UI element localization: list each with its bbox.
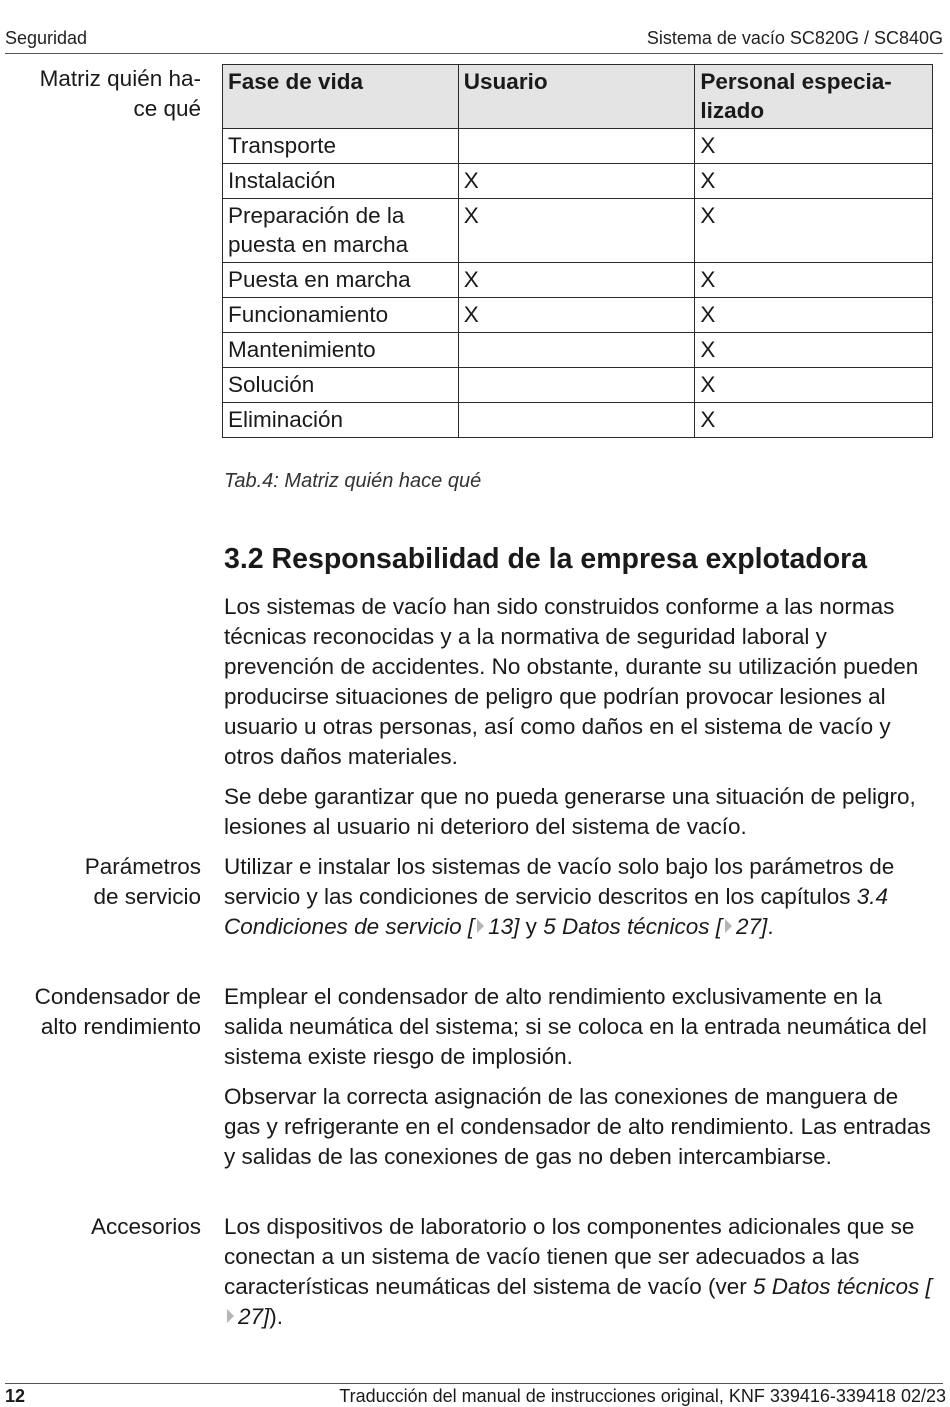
table-cell: X (458, 164, 695, 199)
page-reference-arrow-icon (477, 919, 484, 933)
margin-label-matrix: Matriz quién ha- ce qué (39, 66, 201, 121)
footer-divider (5, 1383, 943, 1384)
cross-reference-link[interactable]: 5 Datos técnicos [27] (224, 1274, 932, 1329)
header-section-name: Seguridad (5, 28, 88, 48)
paragraph-operating-parameters: Utilizar e instalar los sistemas de vacío solo bajo los parámetros de servicio y las condiciones de servicio descritos en los capítulos 3.4 Condiciones de servicio [ 13] y 5 Datos técnicos [ 27]. (224, 854, 895, 939)
table-cell: Mantenimiento (223, 333, 459, 368)
table-caption: Tab.4: Matriz quién hace qué (224, 470, 482, 492)
table-cell (458, 403, 695, 438)
table-row (223, 403, 933, 438)
margin-label-condenser: Condensador de alto rendimiento (34, 984, 201, 1039)
table-cell: X (695, 368, 933, 403)
cross-reference-link[interactable]: 5 Datos técnicos [ 27] (543, 914, 768, 939)
table-cell: X (695, 263, 933, 298)
table-cell: X (458, 298, 695, 333)
table-header-row (223, 65, 933, 129)
header-document-title: Sistema de vacío SC820G / SC840G (646, 28, 943, 48)
table-row (223, 368, 933, 403)
table-cell: X (458, 199, 695, 263)
table-row (223, 298, 933, 333)
page-reference-arrow-icon (227, 1309, 234, 1323)
header-user: Usuario (458, 65, 695, 129)
table-cell: Funcionamiento (223, 298, 459, 333)
margin-label-accessories: Accesorios (90, 1214, 201, 1239)
paragraph-intro: Los sistemas de vacío han sido construidos conforme a las normas técnicas reconocidas y a la normativa de seguridad laboral y prevención de accidentes. No obstante, durante su utilización pueden producirse situaciones de peligro que podrían provocar lesiones al usuario u otras personas, así como daños en el sistema de vacío y otros daños materiales. (224, 594, 919, 769)
header-divider (5, 53, 943, 54)
table-row (223, 333, 933, 368)
table-cell: X (695, 129, 933, 164)
paragraph-condenser-connections: Observar la correcta asignación de las conexiones de manguera de gas y refrigerante en el condensador de alto rendimiento. Las entradas y salidas de las conexiones de gas no deben intercambiarse. (224, 1084, 931, 1169)
cross-reference-link[interactable]: 3.4 Condiciones de servicio [ 13] (224, 884, 889, 939)
table-cell: X (695, 298, 933, 333)
paragraph-guarantee: Se debe garantizar que no pueda generarse una situación de peligro, lesiones al usuario ni deterioro del sistema de vacío. (224, 784, 916, 839)
paragraph-accessories: Los dispositivos de laboratorio o los componentes adicionales que se conectan a un sistema de vacío tienen que ser adecuados a las características neumáticas del sistema de vacío (ver 5 Datos técnicos [27]). (224, 1214, 932, 1329)
table-cell (458, 368, 695, 403)
table-cell: Solución (223, 368, 459, 403)
margin-label-parameters: Parámetros de servicio (84, 854, 201, 909)
paragraph-condenser-usage: Emplear el condensador de alto rendimiento exclusivamente en la salida neumática del sistema; si se coloca en la entrada neumática del sistema existe riesgo de implosión. (224, 984, 927, 1069)
section-title: 3.2 Responsabilidad de la empresa explotadora (224, 543, 868, 575)
table-cell: X (458, 263, 695, 298)
table-cell: Transporte (223, 129, 459, 164)
table-cell: Preparación de la puesta en marcha (223, 199, 459, 263)
table-row (223, 263, 933, 298)
page-reference-arrow-icon (725, 919, 732, 933)
table-cell (458, 333, 695, 368)
footer-document-reference: Traducción del manual de instrucciones original, KNF 339416-339418 02/23 (339, 1386, 946, 1406)
table-cell: Instalación (223, 164, 459, 199)
page-number: 12 (5, 1386, 26, 1406)
table-cell: X (695, 333, 933, 368)
table-cell: X (695, 164, 933, 199)
responsibility-matrix-table (222, 64, 933, 438)
table-row (223, 129, 933, 164)
table-cell (458, 129, 695, 164)
table-row (223, 199, 933, 263)
header-life-phase: Fase de vida (223, 65, 459, 129)
header-specialist: Personal especia- lizado (695, 65, 933, 129)
table-cell: Eliminación (223, 403, 459, 438)
table-cell: Puesta en marcha (223, 263, 459, 298)
table-row (223, 164, 933, 199)
table-cell: X (695, 403, 933, 438)
table-cell: X (695, 199, 933, 263)
